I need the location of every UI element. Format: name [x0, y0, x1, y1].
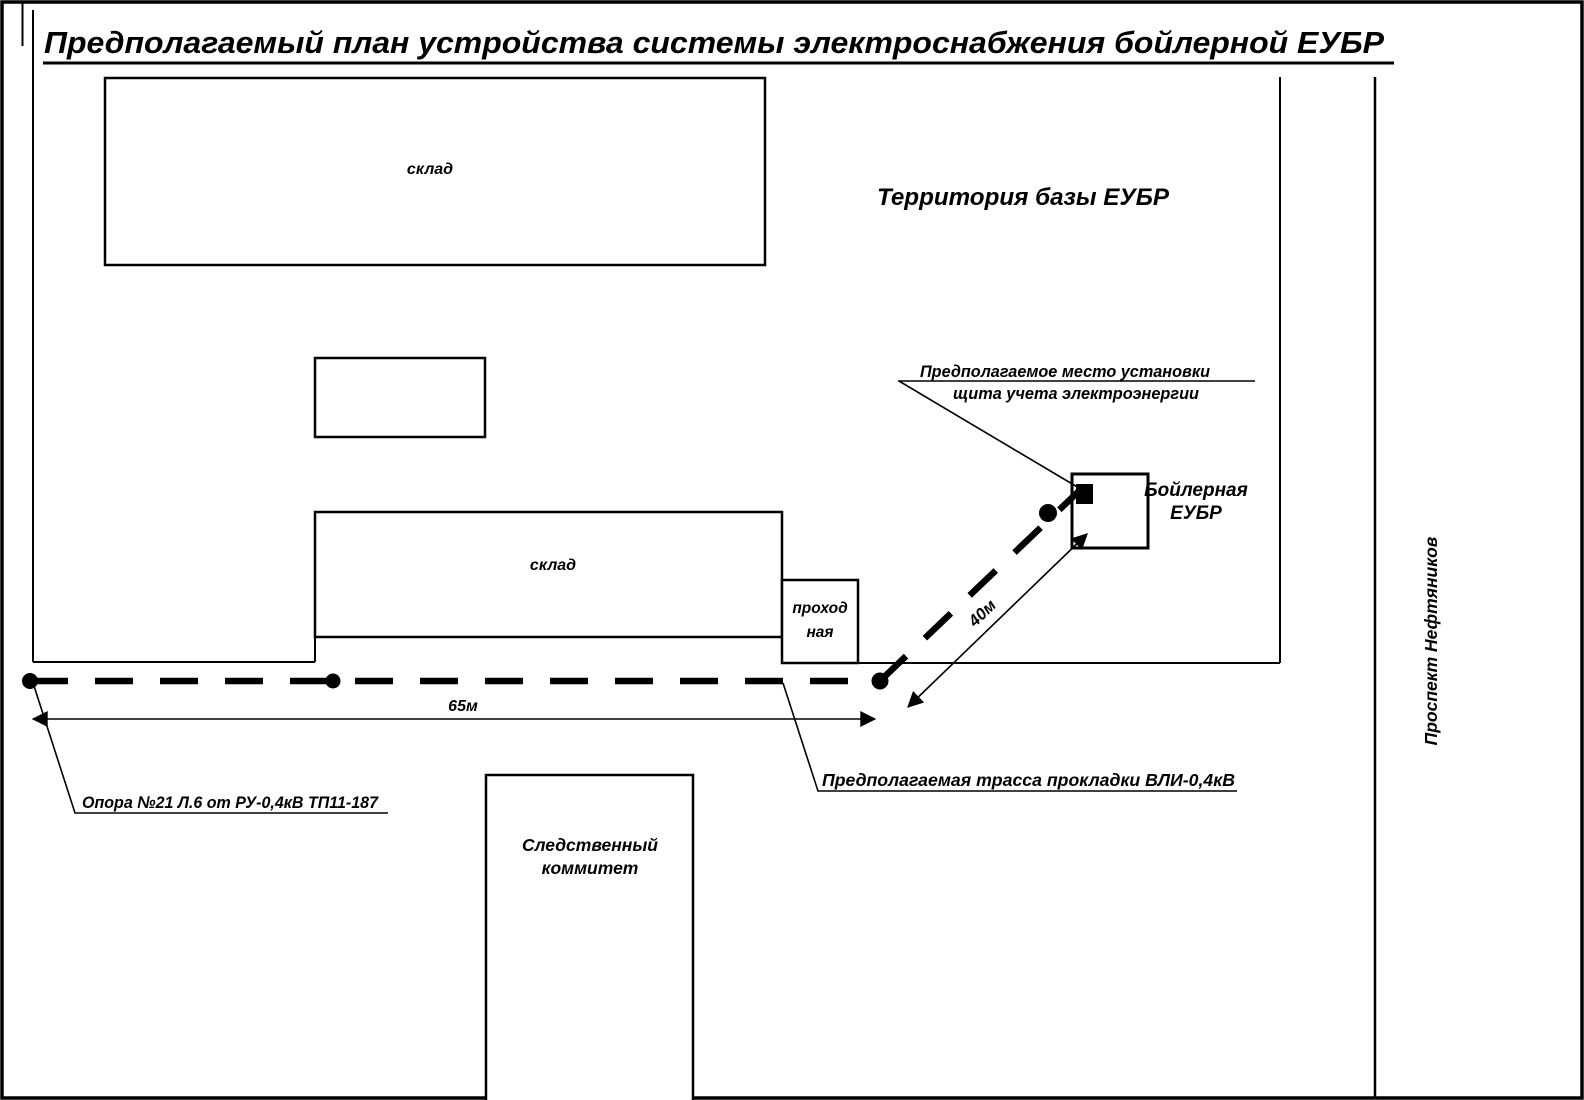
committee-building [486, 775, 693, 1100]
checkpoint-label-line2: ная [806, 624, 834, 641]
warehouse-mid-building [315, 512, 782, 637]
pole-node-start [22, 673, 38, 689]
warehouse-mid-label: склад [529, 557, 577, 574]
dimension-label-40m: 40м [965, 596, 1000, 631]
route-label: Предполагаемая трасса прокладки ВЛИ-0,4кВ [822, 770, 1235, 790]
dimension-line-40m [908, 534, 1087, 707]
pole-label: Опора №21 Л.6 от РУ-0,4кВ ТП11-187 [82, 793, 380, 812]
dimension-label-65m: 65м [448, 698, 478, 715]
committee-label-line2: коммитет [541, 858, 639, 878]
page-title: Предполагаемый план устройства системы электроснабжения бойлерной ЕУБР [44, 25, 1385, 60]
checkpoint-label-line1: проход [792, 600, 848, 617]
meter-place-label-line2: щита учета электроэнергии [953, 384, 1200, 403]
boiler-label-line2: ЕУБР [1170, 503, 1222, 524]
pole-node-middle [326, 674, 341, 689]
pole-node-corner [872, 673, 889, 690]
territory-label: Территория базы ЕУБР [877, 184, 1170, 211]
meter-place-label-line1: Предполагаемое место установки [920, 362, 1211, 381]
committee-label-line1: Следственный [522, 835, 658, 855]
boiler-label-line1: Бойлерная [1144, 480, 1248, 501]
small-building [315, 358, 485, 437]
street-label: Проспект Нефтяников [1421, 536, 1441, 746]
warehouse-top-label: склад [406, 161, 454, 178]
pole-node-boiler [1039, 504, 1057, 522]
checkpoint-building [782, 580, 858, 663]
